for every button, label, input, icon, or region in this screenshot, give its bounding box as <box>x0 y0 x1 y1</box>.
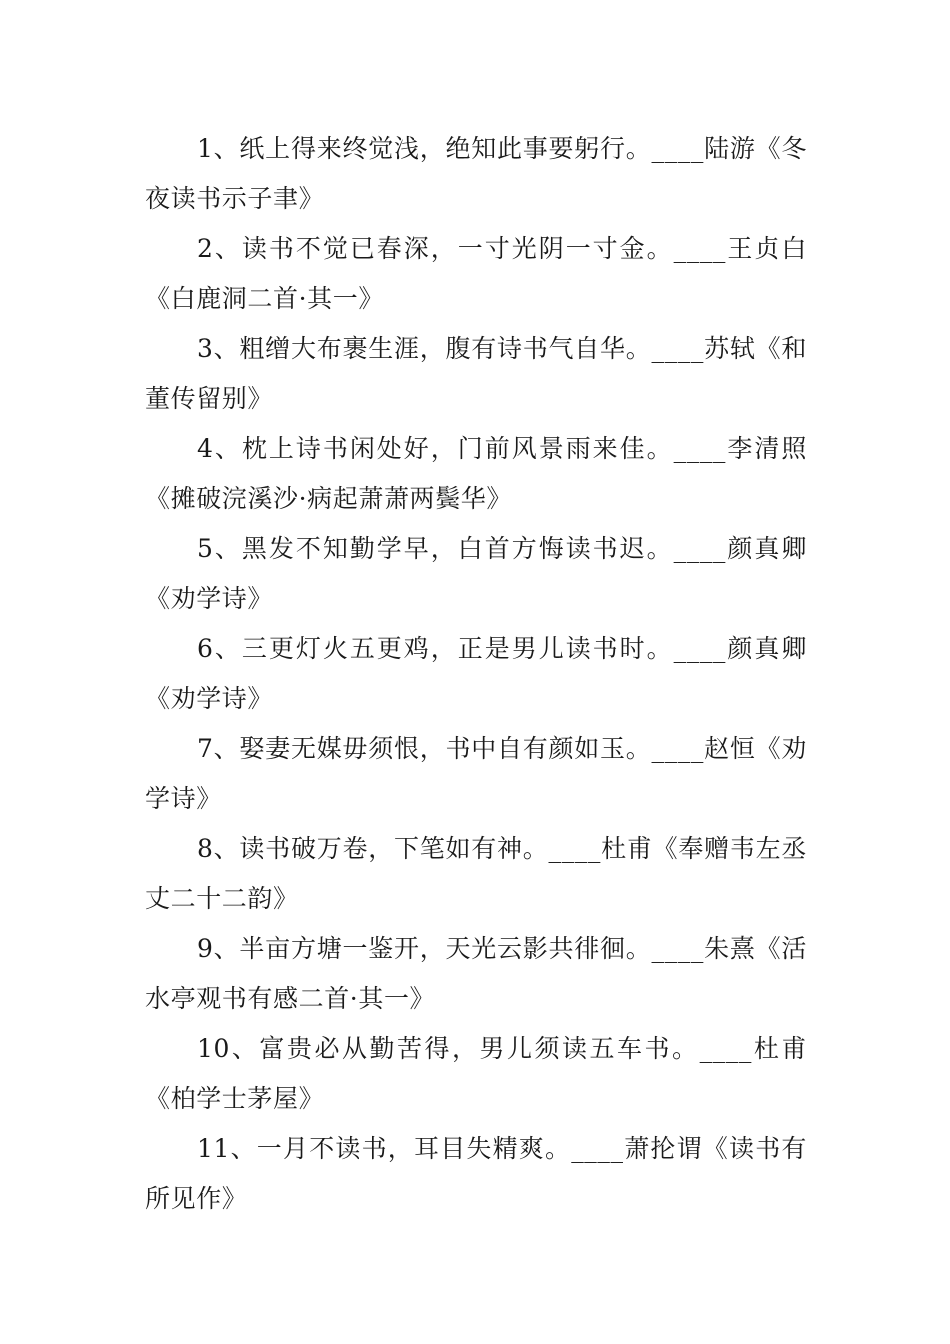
quote-entry-9: 9、半亩方塘一鉴开，天光云影共徘徊。____朱熹《活水亭观书有感二首·其一》 <box>145 934 807 1013</box>
quote-entry-6: 6、三更灯火五更鸡，正是男儿读书时。____颜真卿《劝学诗》 <box>145 634 807 713</box>
quote-entry-4: 4、枕上诗书闲处好，门前风景雨来佳。____李清照《摊破浣溪沙·病起萧萧两鬓华》 <box>145 434 807 513</box>
quote-entry-7: 7、娶妻无媒毋须恨，书中自有颜如玉。____赵恒《劝学诗》 <box>145 734 807 813</box>
quote-entry-10: 10、富贵必从勤苦得，男儿须读五车书。____杜甫《柏学士茅屋》 <box>145 1034 807 1113</box>
quote-entry-11: 11、一月不读书，耳目失精爽。____萧抡谓《读书有所见作》 <box>145 1134 807 1213</box>
quote-entry-2: 2、读书不觉已春深，一寸光阴一寸金。____王贞白《白鹿洞二首·其一》 <box>145 234 807 313</box>
quote-entry-8: 8、读书破万卷，下笔如有神。____杜甫《奉赠韦左丞丈二十二韵》 <box>145 834 807 913</box>
quote-entry-1: 1、纸上得来终觉浅，绝知此事要躬行。____陆游《冬夜读书示子聿》 <box>145 134 807 213</box>
quote-entry-3: 3、粗缯大布裹生涯，腹有诗书气自华。____苏轼《和董传留别》 <box>145 334 807 413</box>
quote-list <box>145 124 807 1224</box>
quote-entry-5: 5、黑发不知勤学早，白首方悔读书迟。____颜真卿《劝学诗》 <box>145 534 807 613</box>
